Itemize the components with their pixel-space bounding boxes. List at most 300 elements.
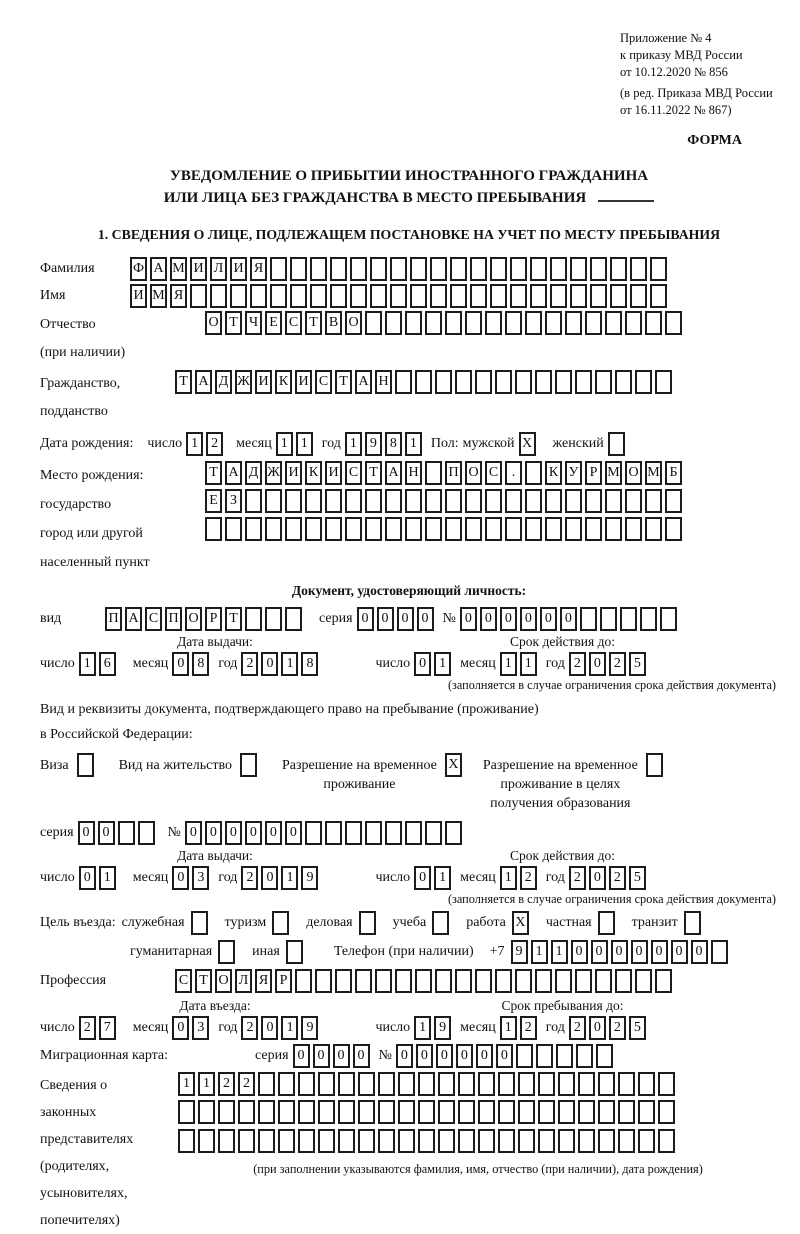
form-cell[interactable]: О — [625, 461, 642, 485]
form-cell[interactable]: 2 — [206, 432, 223, 456]
form-cell[interactable]: 0 — [98, 821, 115, 845]
form-cell[interactable] — [590, 257, 607, 281]
form-cell[interactable] — [515, 370, 532, 394]
form-cell[interactable]: Д — [215, 370, 232, 394]
form-cell[interactable]: П — [445, 461, 462, 485]
form-cell[interactable]: 9 — [301, 1016, 318, 1040]
form-cell[interactable]: 1 — [531, 940, 548, 964]
form-cell[interactable] — [238, 1100, 255, 1124]
form-cell[interactable] — [315, 969, 332, 993]
form-cell[interactable]: 0 — [333, 1044, 350, 1068]
form-cell[interactable] — [325, 517, 342, 541]
form-cell[interactable] — [240, 753, 257, 777]
form-cell[interactable] — [625, 311, 642, 335]
form-cell[interactable] — [470, 284, 487, 308]
form-cell[interactable] — [565, 311, 582, 335]
form-cell[interactable]: С — [285, 311, 302, 335]
form-cell[interactable] — [458, 1100, 475, 1124]
form-cell[interactable] — [598, 1100, 615, 1124]
form-cell[interactable]: 2 — [241, 1016, 258, 1040]
form-cell[interactable]: 3 — [192, 866, 209, 890]
form-cell[interactable]: А — [385, 461, 402, 485]
form-cell[interactable]: Е — [265, 311, 282, 335]
form-cell[interactable] — [425, 489, 442, 513]
form-cell[interactable] — [660, 607, 677, 631]
form-cell[interactable] — [525, 489, 542, 513]
form-cell[interactable]: 1 — [276, 432, 293, 456]
form-cell[interactable] — [618, 1129, 635, 1153]
form-cell[interactable] — [398, 1129, 415, 1153]
form-cell[interactable] — [490, 284, 507, 308]
form-cell[interactable] — [345, 821, 362, 845]
form-cell[interactable]: 0 — [261, 652, 278, 676]
form-cell[interactable] — [665, 517, 682, 541]
form-cell[interactable]: И — [285, 461, 302, 485]
form-cell[interactable] — [358, 1100, 375, 1124]
form-cell[interactable] — [318, 1129, 335, 1153]
form-cell[interactable]: С — [145, 607, 162, 631]
form-cell[interactable] — [498, 1072, 515, 1096]
form-cell[interactable] — [435, 370, 452, 394]
form-cell[interactable]: 0 — [285, 821, 302, 845]
form-cell[interactable]: А — [150, 257, 167, 281]
form-cell[interactable] — [530, 284, 547, 308]
form-cell[interactable]: Я — [255, 969, 272, 993]
form-cell[interactable] — [425, 461, 442, 485]
form-cell[interactable]: 8 — [301, 652, 318, 676]
form-cell[interactable]: 0 — [265, 821, 282, 845]
form-cell[interactable] — [535, 370, 552, 394]
form-cell[interactable] — [658, 1129, 675, 1153]
form-cell[interactable] — [510, 284, 527, 308]
form-cell[interactable] — [358, 1072, 375, 1096]
form-cell[interactable] — [225, 517, 242, 541]
form-cell[interactable]: П — [165, 607, 182, 631]
form-cell[interactable] — [445, 489, 462, 513]
form-cell[interactable] — [465, 311, 482, 335]
form-cell[interactable] — [77, 753, 94, 777]
form-cell[interactable]: 2 — [569, 1016, 586, 1040]
form-cell[interactable] — [645, 311, 662, 335]
form-cell[interactable]: 0 — [460, 607, 477, 631]
form-cell[interactable] — [325, 821, 342, 845]
form-cell[interactable] — [490, 257, 507, 281]
form-cell[interactable]: 0 — [225, 821, 242, 845]
form-cell[interactable]: Д — [245, 461, 262, 485]
form-cell[interactable] — [478, 1072, 495, 1096]
form-cell[interactable]: 0 — [79, 866, 96, 890]
form-cell[interactable] — [645, 517, 662, 541]
form-cell[interactable] — [608, 432, 625, 456]
form-cell[interactable]: 0 — [671, 940, 688, 964]
form-cell[interactable] — [585, 517, 602, 541]
form-cell[interactable] — [430, 257, 447, 281]
form-cell[interactable] — [370, 257, 387, 281]
form-cell[interactable] — [359, 911, 376, 935]
form-cell[interactable] — [578, 1129, 595, 1153]
form-cell[interactable]: 1 — [551, 940, 568, 964]
form-cell[interactable] — [455, 370, 472, 394]
form-cell[interactable]: К — [305, 461, 322, 485]
form-cell[interactable]: 0 — [293, 1044, 310, 1068]
form-cell[interactable] — [455, 969, 472, 993]
form-cell[interactable] — [558, 1100, 575, 1124]
form-cell[interactable] — [510, 257, 527, 281]
form-cell[interactable] — [345, 517, 362, 541]
form-cell[interactable]: С — [485, 461, 502, 485]
form-cell[interactable] — [286, 940, 303, 964]
form-cell[interactable]: 0 — [589, 652, 606, 676]
form-cell[interactable] — [545, 311, 562, 335]
form-cell[interactable]: Я — [250, 257, 267, 281]
form-cell[interactable] — [605, 517, 622, 541]
form-cell[interactable] — [138, 821, 155, 845]
form-cell[interactable] — [478, 1129, 495, 1153]
form-cell[interactable] — [335, 969, 352, 993]
form-cell[interactable] — [638, 1129, 655, 1153]
form-cell[interactable]: 1 — [178, 1072, 195, 1096]
form-cell[interactable] — [665, 311, 682, 335]
form-cell[interactable] — [395, 370, 412, 394]
form-cell[interactable] — [578, 1100, 595, 1124]
form-cell[interactable] — [625, 517, 642, 541]
form-cell[interactable]: М — [170, 257, 187, 281]
form-cell[interactable] — [630, 257, 647, 281]
form-cell[interactable]: Я — [170, 284, 187, 308]
form-cell[interactable]: 0 — [353, 1044, 370, 1068]
form-cell[interactable] — [570, 257, 587, 281]
form-cell[interactable]: 0 — [377, 607, 394, 631]
form-cell[interactable] — [555, 969, 572, 993]
form-cell[interactable] — [640, 607, 657, 631]
form-cell[interactable] — [458, 1129, 475, 1153]
form-cell[interactable] — [538, 1072, 555, 1096]
form-cell[interactable] — [465, 517, 482, 541]
form-cell[interactable] — [418, 1072, 435, 1096]
form-cell[interactable]: О — [465, 461, 482, 485]
form-cell[interactable]: X — [512, 911, 529, 935]
form-cell[interactable] — [545, 517, 562, 541]
form-cell[interactable]: 2 — [241, 866, 258, 890]
form-cell[interactable]: Ж — [265, 461, 282, 485]
form-cell[interactable] — [390, 284, 407, 308]
form-cell[interactable] — [305, 821, 322, 845]
form-cell[interactable] — [365, 517, 382, 541]
form-cell[interactable] — [265, 607, 282, 631]
form-cell[interactable]: 1 — [186, 432, 203, 456]
form-cell[interactable] — [305, 489, 322, 513]
form-cell[interactable] — [432, 911, 449, 935]
form-cell[interactable]: 0 — [245, 821, 262, 845]
form-cell[interactable]: 8 — [385, 432, 402, 456]
form-cell[interactable]: И — [255, 370, 272, 394]
form-cell[interactable] — [118, 821, 135, 845]
form-cell[interactable]: 1 — [99, 866, 116, 890]
form-cell[interactable]: 1 — [414, 1016, 431, 1040]
form-cell[interactable]: 1 — [281, 652, 298, 676]
form-cell[interactable]: 0 — [631, 940, 648, 964]
form-cell[interactable] — [556, 1044, 573, 1068]
form-cell[interactable]: 0 — [185, 821, 202, 845]
form-cell[interactable] — [265, 489, 282, 513]
form-cell[interactable] — [410, 284, 427, 308]
form-cell[interactable] — [595, 969, 612, 993]
form-cell[interactable]: 1 — [345, 432, 362, 456]
form-cell[interactable] — [605, 311, 622, 335]
form-cell[interactable]: 2 — [520, 1016, 537, 1040]
form-cell[interactable]: 2 — [569, 652, 586, 676]
form-cell[interactable] — [505, 489, 522, 513]
form-cell[interactable] — [310, 284, 327, 308]
form-cell[interactable] — [245, 607, 262, 631]
form-cell[interactable] — [445, 821, 462, 845]
form-cell[interactable] — [285, 489, 302, 513]
form-cell[interactable] — [445, 311, 462, 335]
form-cell[interactable] — [505, 517, 522, 541]
form-cell[interactable] — [525, 517, 542, 541]
form-cell[interactable] — [580, 607, 597, 631]
form-cell[interactable] — [538, 1129, 555, 1153]
form-cell[interactable]: И — [130, 284, 147, 308]
form-cell[interactable] — [370, 284, 387, 308]
form-cell[interactable] — [385, 311, 402, 335]
form-cell[interactable] — [615, 370, 632, 394]
form-cell[interactable]: 2 — [609, 866, 626, 890]
form-cell[interactable]: 0 — [357, 607, 374, 631]
form-cell[interactable] — [285, 517, 302, 541]
form-cell[interactable] — [425, 517, 442, 541]
form-cell[interactable] — [485, 517, 502, 541]
form-cell[interactable] — [565, 517, 582, 541]
form-cell[interactable] — [438, 1100, 455, 1124]
form-cell[interactable]: 1 — [79, 652, 96, 676]
form-cell[interactable] — [378, 1100, 395, 1124]
form-cell[interactable]: 0 — [414, 652, 431, 676]
form-cell[interactable] — [258, 1129, 275, 1153]
form-cell[interactable]: Ч — [245, 311, 262, 335]
form-cell[interactable]: 5 — [629, 652, 646, 676]
form-cell[interactable] — [565, 489, 582, 513]
form-cell[interactable] — [625, 489, 642, 513]
form-cell[interactable] — [330, 257, 347, 281]
form-cell[interactable] — [338, 1129, 355, 1153]
form-cell[interactable]: X — [445, 753, 462, 777]
form-cell[interactable]: 5 — [629, 1016, 646, 1040]
form-cell[interactable]: И — [325, 461, 342, 485]
form-cell[interactable] — [298, 1129, 315, 1153]
form-cell[interactable] — [578, 1072, 595, 1096]
form-cell[interactable] — [365, 821, 382, 845]
form-cell[interactable] — [615, 969, 632, 993]
form-cell[interactable] — [518, 1100, 535, 1124]
form-cell[interactable]: М — [150, 284, 167, 308]
form-cell[interactable]: 1 — [405, 432, 422, 456]
form-cell[interactable]: 9 — [365, 432, 382, 456]
form-cell[interactable] — [385, 489, 402, 513]
form-cell[interactable]: 0 — [691, 940, 708, 964]
form-cell[interactable]: О — [345, 311, 362, 335]
form-cell[interactable]: О — [185, 607, 202, 631]
form-cell[interactable]: 5 — [629, 866, 646, 890]
form-cell[interactable] — [358, 1129, 375, 1153]
form-cell[interactable]: 0 — [78, 821, 95, 845]
form-cell[interactable] — [485, 489, 502, 513]
form-cell[interactable] — [450, 257, 467, 281]
form-cell[interactable]: 0 — [496, 1044, 513, 1068]
form-cell[interactable] — [205, 517, 222, 541]
form-cell[interactable]: 0 — [261, 866, 278, 890]
form-cell[interactable] — [505, 311, 522, 335]
form-cell[interactable]: 0 — [540, 607, 557, 631]
form-cell[interactable]: 0 — [172, 652, 189, 676]
form-cell[interactable] — [438, 1129, 455, 1153]
form-cell[interactable] — [558, 1129, 575, 1153]
form-cell[interactable] — [585, 311, 602, 335]
form-cell[interactable]: Т — [225, 607, 242, 631]
form-cell[interactable] — [395, 969, 412, 993]
form-cell[interactable] — [265, 517, 282, 541]
form-cell[interactable]: 1 — [434, 866, 451, 890]
form-cell[interactable] — [398, 1072, 415, 1096]
form-cell[interactable] — [435, 969, 452, 993]
form-cell[interactable] — [365, 311, 382, 335]
form-cell[interactable]: 1 — [500, 866, 517, 890]
form-cell[interactable]: 1 — [198, 1072, 215, 1096]
form-cell[interactable] — [425, 311, 442, 335]
form-cell[interactable]: Е — [205, 489, 222, 513]
form-cell[interactable] — [605, 489, 622, 513]
form-cell[interactable]: Н — [375, 370, 392, 394]
form-cell[interactable] — [198, 1129, 215, 1153]
form-cell[interactable]: 2 — [241, 652, 258, 676]
form-cell[interactable] — [430, 284, 447, 308]
form-cell[interactable] — [385, 517, 402, 541]
form-cell[interactable] — [305, 517, 322, 541]
form-cell[interactable] — [550, 284, 567, 308]
form-cell[interactable]: 1 — [296, 432, 313, 456]
form-cell[interactable] — [390, 257, 407, 281]
form-cell[interactable] — [495, 370, 512, 394]
form-cell[interactable] — [598, 1129, 615, 1153]
form-cell[interactable] — [518, 1072, 535, 1096]
form-cell[interactable] — [465, 489, 482, 513]
form-cell[interactable] — [610, 284, 627, 308]
form-cell[interactable]: 1 — [434, 652, 451, 676]
form-cell[interactable]: 1 — [281, 1016, 298, 1040]
form-cell[interactable]: 2 — [218, 1072, 235, 1096]
form-cell[interactable]: К — [275, 370, 292, 394]
form-cell[interactable]: Т — [205, 461, 222, 485]
form-cell[interactable] — [310, 257, 327, 281]
form-cell[interactable] — [518, 1129, 535, 1153]
form-cell[interactable]: И — [295, 370, 312, 394]
form-cell[interactable]: Ж — [235, 370, 252, 394]
form-cell[interactable] — [298, 1100, 315, 1124]
form-cell[interactable] — [398, 1100, 415, 1124]
form-cell[interactable]: А — [225, 461, 242, 485]
form-cell[interactable]: 9 — [301, 866, 318, 890]
form-cell[interactable]: 9 — [511, 940, 528, 964]
form-cell[interactable]: Б — [665, 461, 682, 485]
form-cell[interactable] — [405, 489, 422, 513]
form-cell[interactable] — [538, 1100, 555, 1124]
form-cell[interactable]: 2 — [238, 1072, 255, 1096]
form-cell[interactable]: 0 — [456, 1044, 473, 1068]
form-cell[interactable]: У — [565, 461, 582, 485]
form-cell[interactable] — [711, 940, 728, 964]
form-cell[interactable] — [665, 489, 682, 513]
form-cell[interactable]: 1 — [500, 652, 517, 676]
form-cell[interactable] — [535, 969, 552, 993]
form-cell[interactable]: 1 — [500, 1016, 517, 1040]
form-cell[interactable]: 2 — [609, 652, 626, 676]
form-cell[interactable] — [525, 461, 542, 485]
form-cell[interactable]: 0 — [589, 866, 606, 890]
form-cell[interactable] — [545, 489, 562, 513]
form-cell[interactable] — [650, 284, 667, 308]
form-cell[interactable] — [191, 911, 208, 935]
form-cell[interactable] — [318, 1100, 335, 1124]
form-cell[interactable] — [245, 489, 262, 513]
form-cell[interactable] — [485, 311, 502, 335]
form-cell[interactable] — [635, 370, 652, 394]
form-cell[interactable] — [270, 257, 287, 281]
form-cell[interactable]: 0 — [417, 607, 434, 631]
form-cell[interactable]: Т — [225, 311, 242, 335]
form-cell[interactable]: 2 — [520, 866, 537, 890]
form-cell[interactable]: 0 — [172, 866, 189, 890]
form-cell[interactable] — [658, 1100, 675, 1124]
form-cell[interactable]: Т — [365, 461, 382, 485]
form-cell[interactable]: . — [505, 461, 522, 485]
form-cell[interactable] — [272, 911, 289, 935]
form-cell[interactable] — [450, 284, 467, 308]
form-cell[interactable] — [330, 284, 347, 308]
form-cell[interactable] — [345, 489, 362, 513]
form-cell[interactable]: 0 — [205, 821, 222, 845]
form-cell[interactable]: С — [315, 370, 332, 394]
form-cell[interactable] — [515, 969, 532, 993]
form-cell[interactable]: К — [545, 461, 562, 485]
form-cell[interactable] — [410, 257, 427, 281]
form-cell[interactable] — [350, 284, 367, 308]
form-cell[interactable] — [595, 370, 612, 394]
form-cell[interactable] — [178, 1100, 195, 1124]
form-cell[interactable] — [550, 257, 567, 281]
form-cell[interactable] — [178, 1129, 195, 1153]
form-cell[interactable]: 0 — [313, 1044, 330, 1068]
form-cell[interactable] — [325, 489, 342, 513]
form-cell[interactable]: Л — [210, 257, 227, 281]
form-cell[interactable]: Т — [195, 969, 212, 993]
form-cell[interactable]: 2 — [79, 1016, 96, 1040]
form-cell[interactable]: Т — [335, 370, 352, 394]
form-cell[interactable]: Р — [275, 969, 292, 993]
form-cell[interactable] — [470, 257, 487, 281]
form-cell[interactable] — [198, 1100, 215, 1124]
form-cell[interactable] — [318, 1072, 335, 1096]
form-cell[interactable] — [658, 1072, 675, 1096]
form-cell[interactable] — [378, 1072, 395, 1096]
form-cell[interactable]: 0 — [172, 1016, 189, 1040]
form-cell[interactable] — [245, 517, 262, 541]
form-cell[interactable] — [525, 311, 542, 335]
form-cell[interactable]: Л — [235, 969, 252, 993]
form-cell[interactable]: Н — [405, 461, 422, 485]
form-cell[interactable] — [230, 284, 247, 308]
form-cell[interactable] — [610, 257, 627, 281]
form-cell[interactable] — [295, 969, 312, 993]
